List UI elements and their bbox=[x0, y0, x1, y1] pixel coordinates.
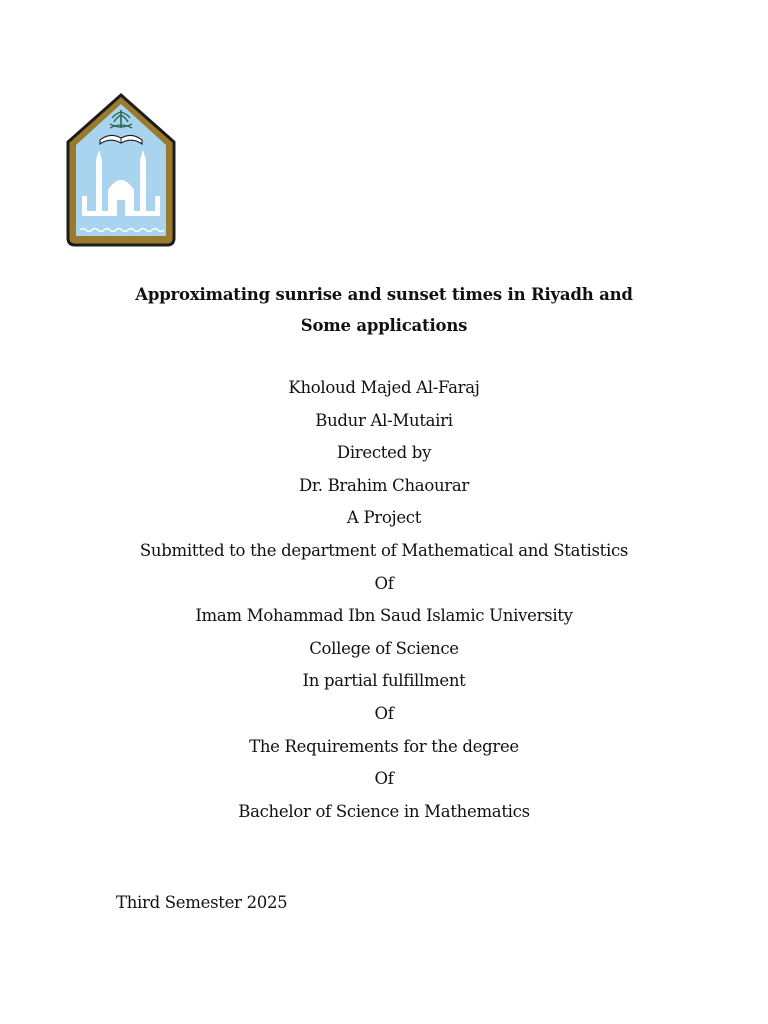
of-label-3: Of bbox=[374, 769, 394, 789]
submitted-to: Submitted to the department of Mathematical and Statistics bbox=[139, 540, 629, 560]
author-2: Budur Al-Mutairi bbox=[315, 410, 453, 430]
title-line-1: Approximating sunrise and sunset times in Riyadh and bbox=[135, 285, 633, 304]
partial-fulfillment: In partial fulfillment bbox=[302, 671, 466, 691]
degree-name: Bachelor of Science in Mathematics bbox=[238, 801, 530, 821]
cover-details bbox=[0, 372, 768, 828]
supervisor-name: Dr. Brahim Chaourar bbox=[299, 475, 469, 495]
of-label-2: Of bbox=[374, 703, 394, 723]
title-block bbox=[0, 279, 768, 341]
directed-by-label: Directed by bbox=[336, 443, 432, 463]
requirements-line: The Requirements for the degree bbox=[249, 736, 519, 756]
author-1: Kholoud Majed Al-Faraj bbox=[288, 378, 480, 397]
university-emblem-logo bbox=[62, 92, 180, 248]
university-name: Imam Mohammad Ibn Saud Islamic University bbox=[195, 606, 573, 626]
project-label: A Project bbox=[346, 508, 422, 528]
semester-label: Third Semester 2025 bbox=[116, 893, 288, 912]
college-name: College of Science bbox=[309, 638, 459, 658]
title-line-2: Some applications bbox=[300, 316, 468, 335]
of-label-1: Of bbox=[374, 573, 394, 593]
